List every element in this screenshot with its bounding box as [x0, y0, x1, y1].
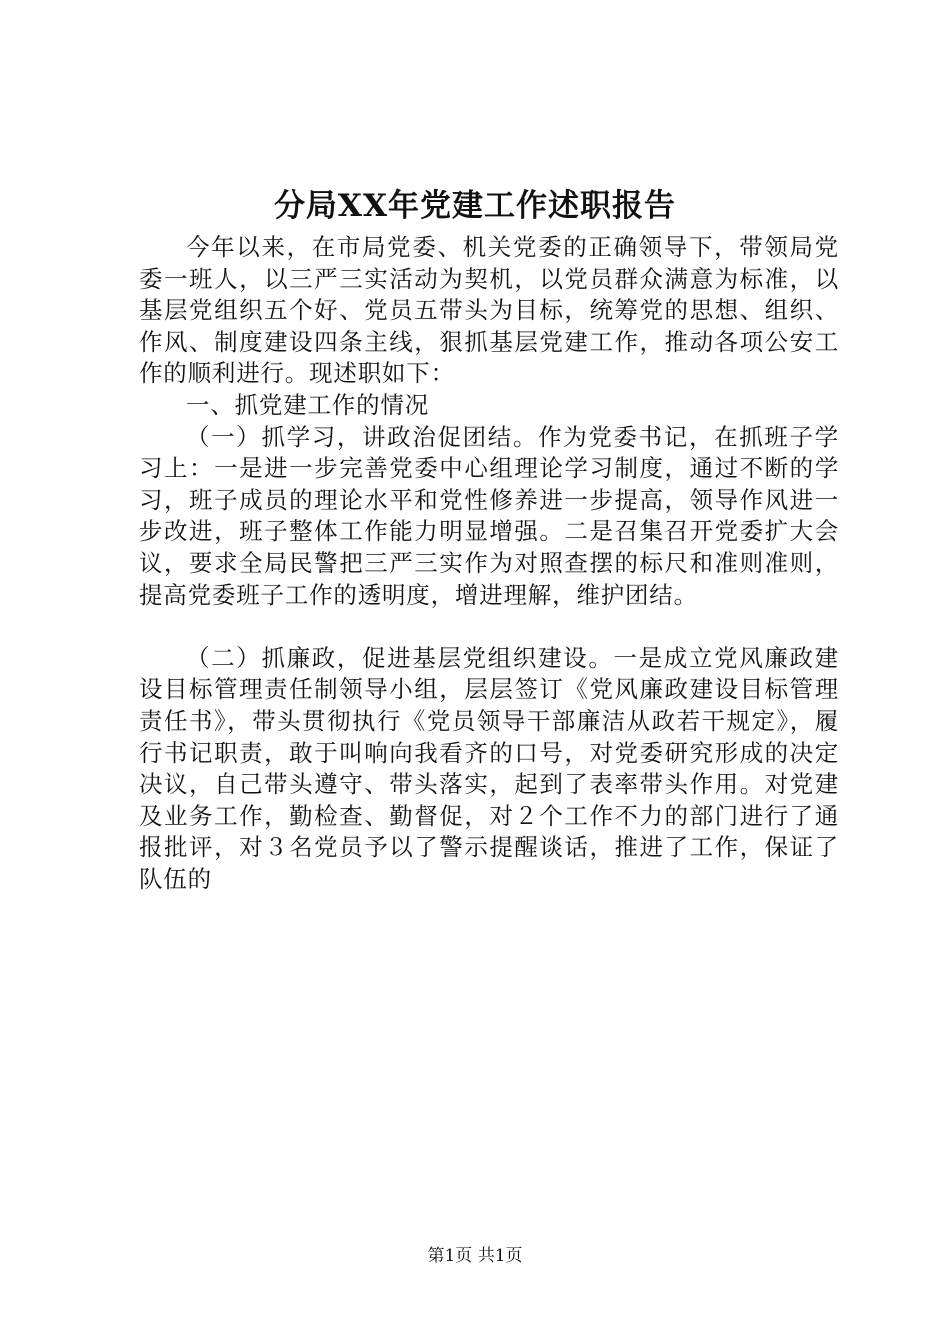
document-body [139, 232, 839, 895]
section-heading: 一、抓党建工作的情况 [186, 390, 429, 419]
integrity-paragraph: （二）抓廉政，促进基层党组织建设。一是成立党风廉政建设目标管理责任制领导小组，层层签订《党风廉政建设目标管理责任书》，带头贯彻执行《党员领导干部廉洁从政若干规定》，履行书记职责，敢于叫响向我看齐的口号，对党委研究形成的决定决议，自己带头遵守、带头落实，起到了表率带头作用。对党建及业务工作，勤检查、勤督促，对２个工作不力的部门进行了通报批评，对３名党员予以了警示提醒谈话，推进了工作，保证了队伍的 [139, 643, 839, 893]
study-paragraph: （一）抓学习，讲政治促团结。作为党委书记，在抓班子学习上：一是进一步完善党委中心组理论学习制度，通过不断的学习，班子成员的理论水平和党性修养进一步提高，领导作风进一步改进，班子整体工作能力明显增强。二是召集召开党委扩大会议，要求全局民警把三严三实作为对照查摆的标尺和准则准则，提高党委班子工作的透明度，增进理解，维护团结。 [139, 422, 839, 609]
document-title: 分局XX年党建工作述职报告 [273, 188, 677, 224]
intro-paragraph: 今年以来，在市局党委、机关党委的正确领导下，带领局党委一班人，以三严三实活动为契机，以党员群众满意为标准，以基层党组织五个好、党员五带头为目标，统筹党的思想、组织、作风、制度建设四条主线，狠抓基层党建工作，推动各项公安工作的顺利进行。现述职如下： [139, 233, 839, 388]
page-number-footer: 第1页 共1页 [427, 1246, 523, 1266]
